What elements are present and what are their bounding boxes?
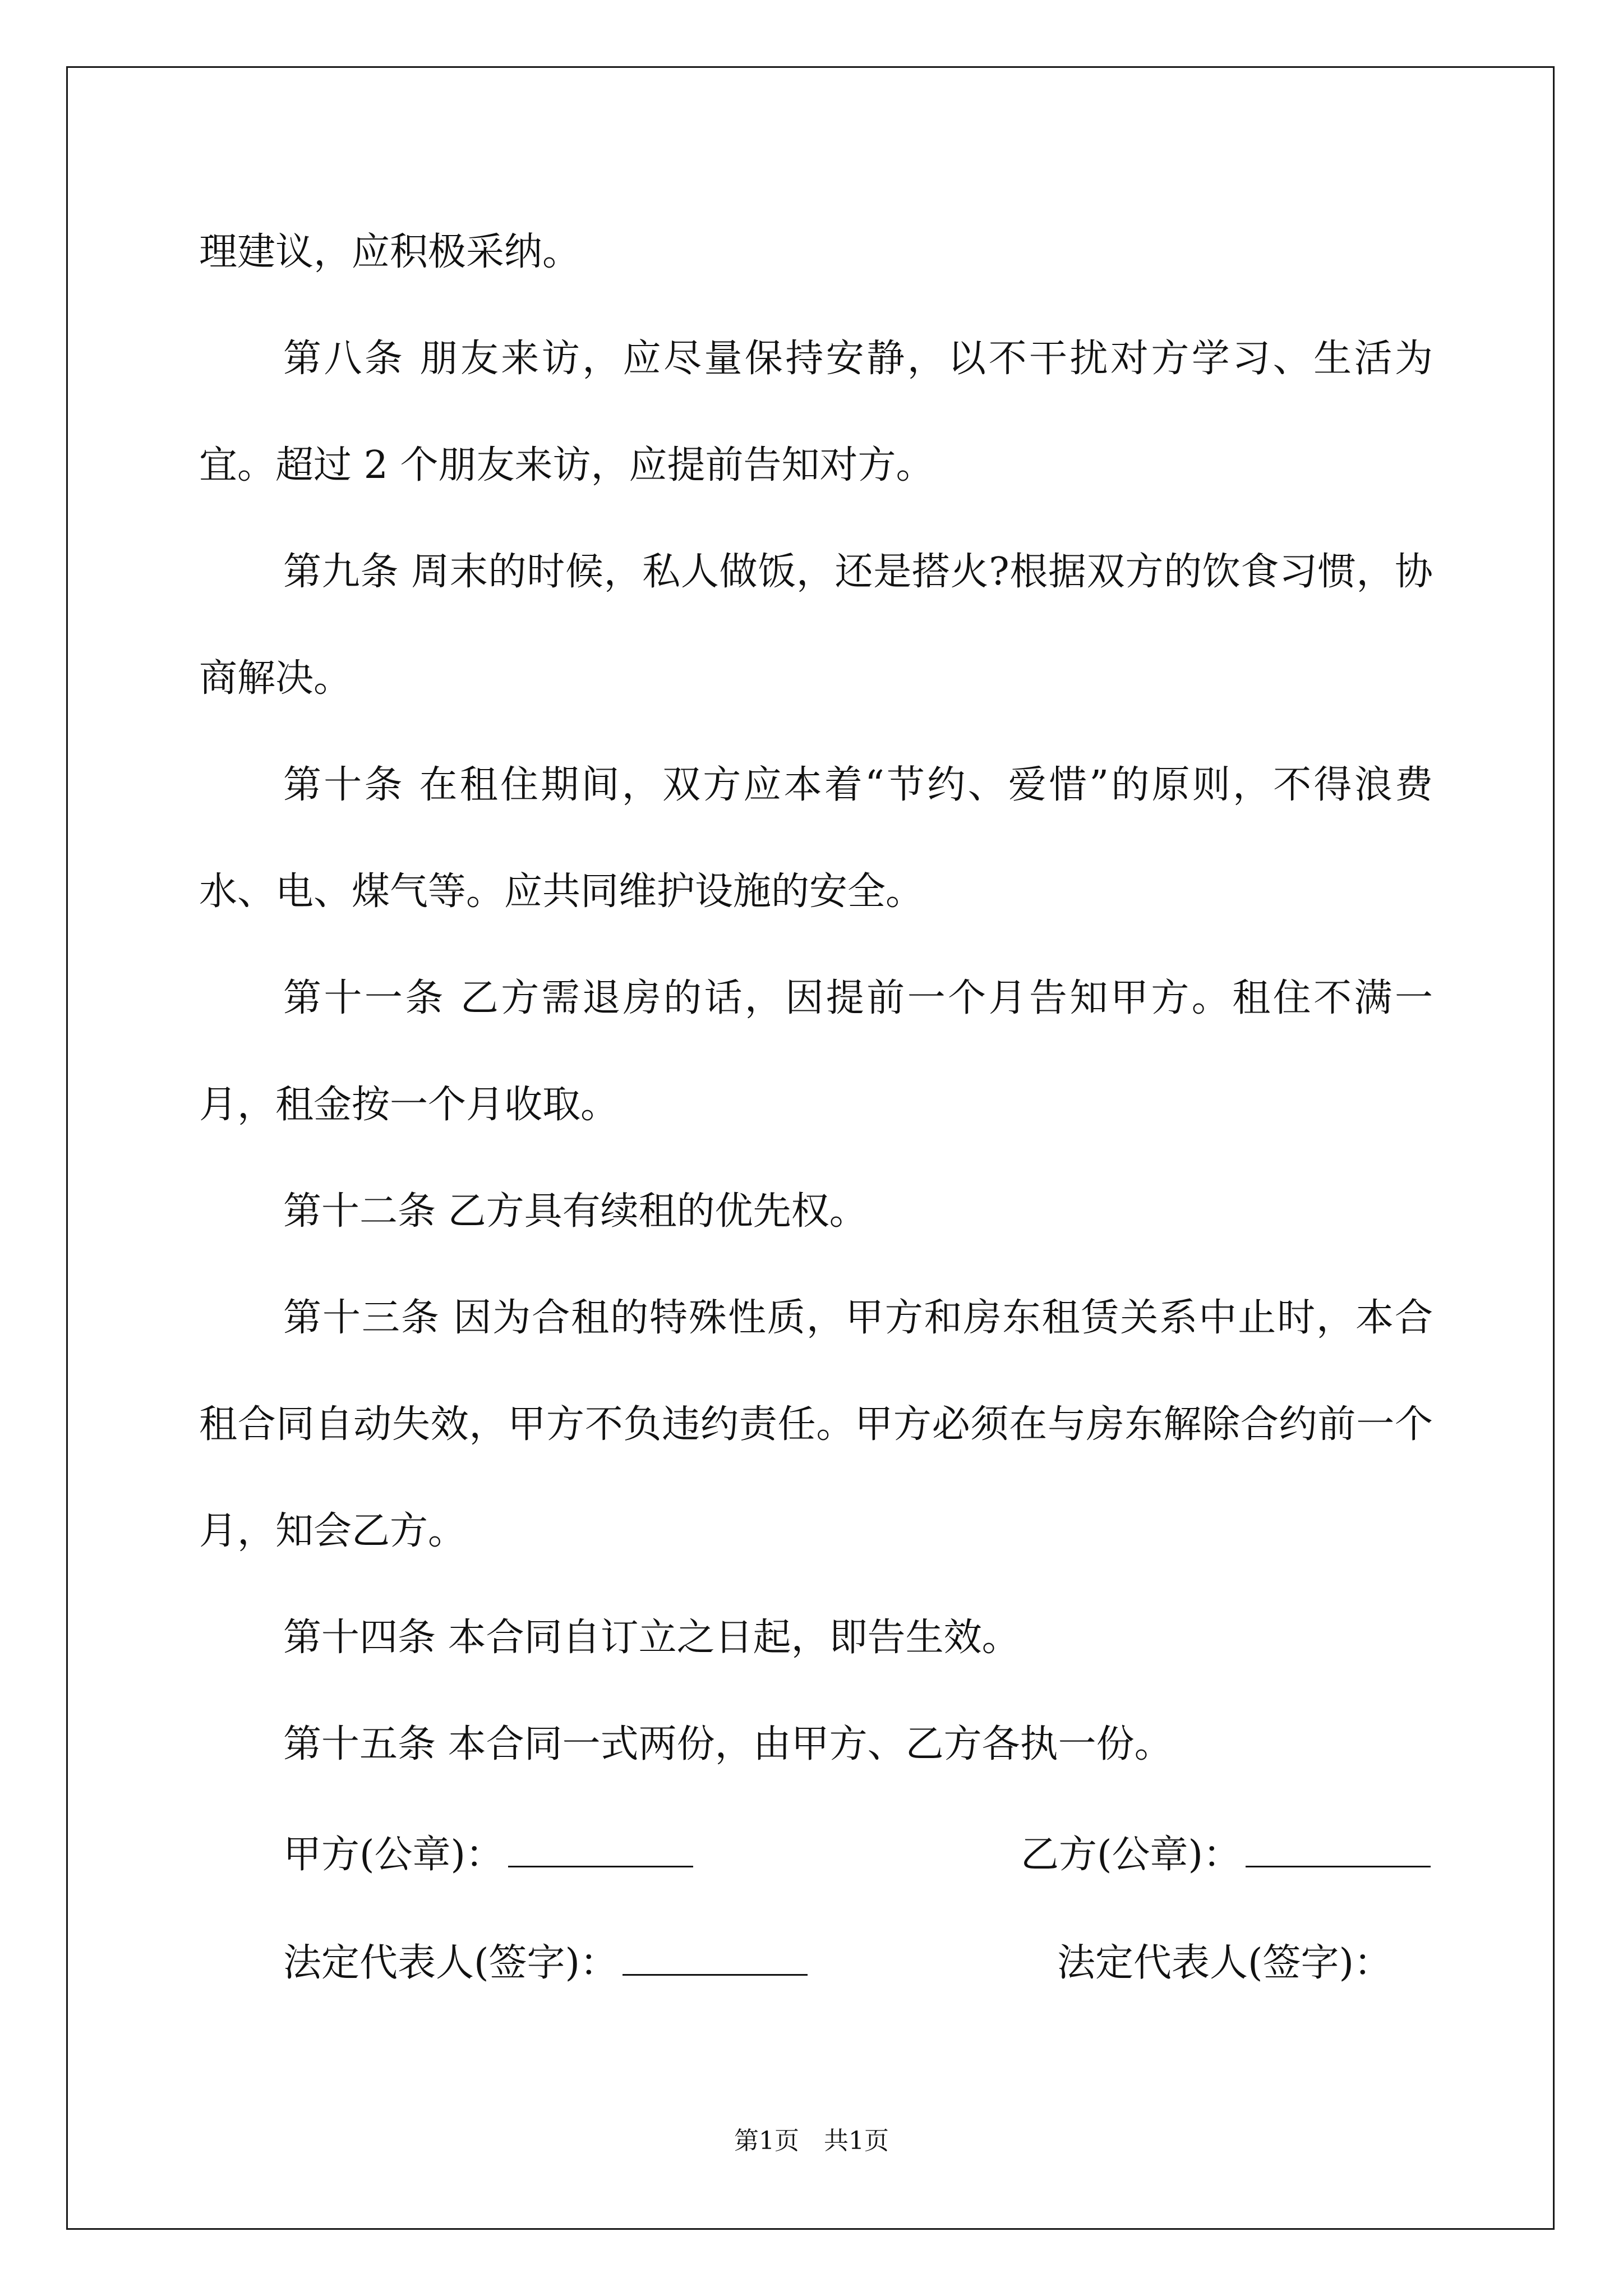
clause-15: 第十五条 本合同一式两份，由甲方、乙方各执一份。 xyxy=(283,1722,1173,1766)
clause-14: 第十四条 本合同自订立之日起，即告生效。 xyxy=(283,1616,1020,1660)
party-a-seal-line xyxy=(508,1834,693,1867)
party-b-seal-field xyxy=(1021,1824,1431,1879)
party-a-rep-field xyxy=(283,1932,808,1987)
party-a-rep-label: 法定代表人(签字)： xyxy=(283,1941,619,1985)
party-b-rep-field xyxy=(1057,1932,1392,1987)
clause-10: 第十条 在租住期间，双方应本着“节约、爱惜”的原则，不得浪费水、电、煤气等。应共同维护设施的安全。 xyxy=(199,763,1433,914)
page-footer: 第1页 共1页 xyxy=(734,2127,889,2155)
clause-12: 第十二条 乙方具有续租的优先权。 xyxy=(283,1189,868,1234)
clause-11: 第十一条 乙方需退房的话，因提前一个月告知甲方。租住不满一月，租金按一个月收取。 xyxy=(199,976,1433,1127)
clause-13: 第十三条 因为合租的特殊性质，甲方和房东租赁关系中止时，本合租合同自动失效，甲方不负违约责任。甲方必须在与房东解除合约前一个月，知会乙方。 xyxy=(199,1296,1433,1553)
party-a-rep-line xyxy=(623,1943,808,1976)
party-a-seal-label: 甲方(公章)： xyxy=(283,1833,504,1877)
clause-8: 第八条 朋友来访，应尽量保持安静，以不干扰对方学习、生活为宜。超过 2 个朋友来访，应提前告知对方。 xyxy=(199,337,1433,487)
clause-9: 第九条 周末的时候，私人做饭，还是搭火?根据双方的饮食习惯，协商解决。 xyxy=(199,550,1433,701)
party-b-seal-label: 乙方(公章)： xyxy=(1021,1833,1242,1877)
paragraph-continuation: 理建议，应积极采纳。 xyxy=(199,230,581,274)
party-a-seal-field xyxy=(283,1824,693,1879)
party-b-seal-line xyxy=(1246,1834,1431,1867)
party-b-rep-label: 法定代表人(签字)： xyxy=(1057,1941,1393,1985)
